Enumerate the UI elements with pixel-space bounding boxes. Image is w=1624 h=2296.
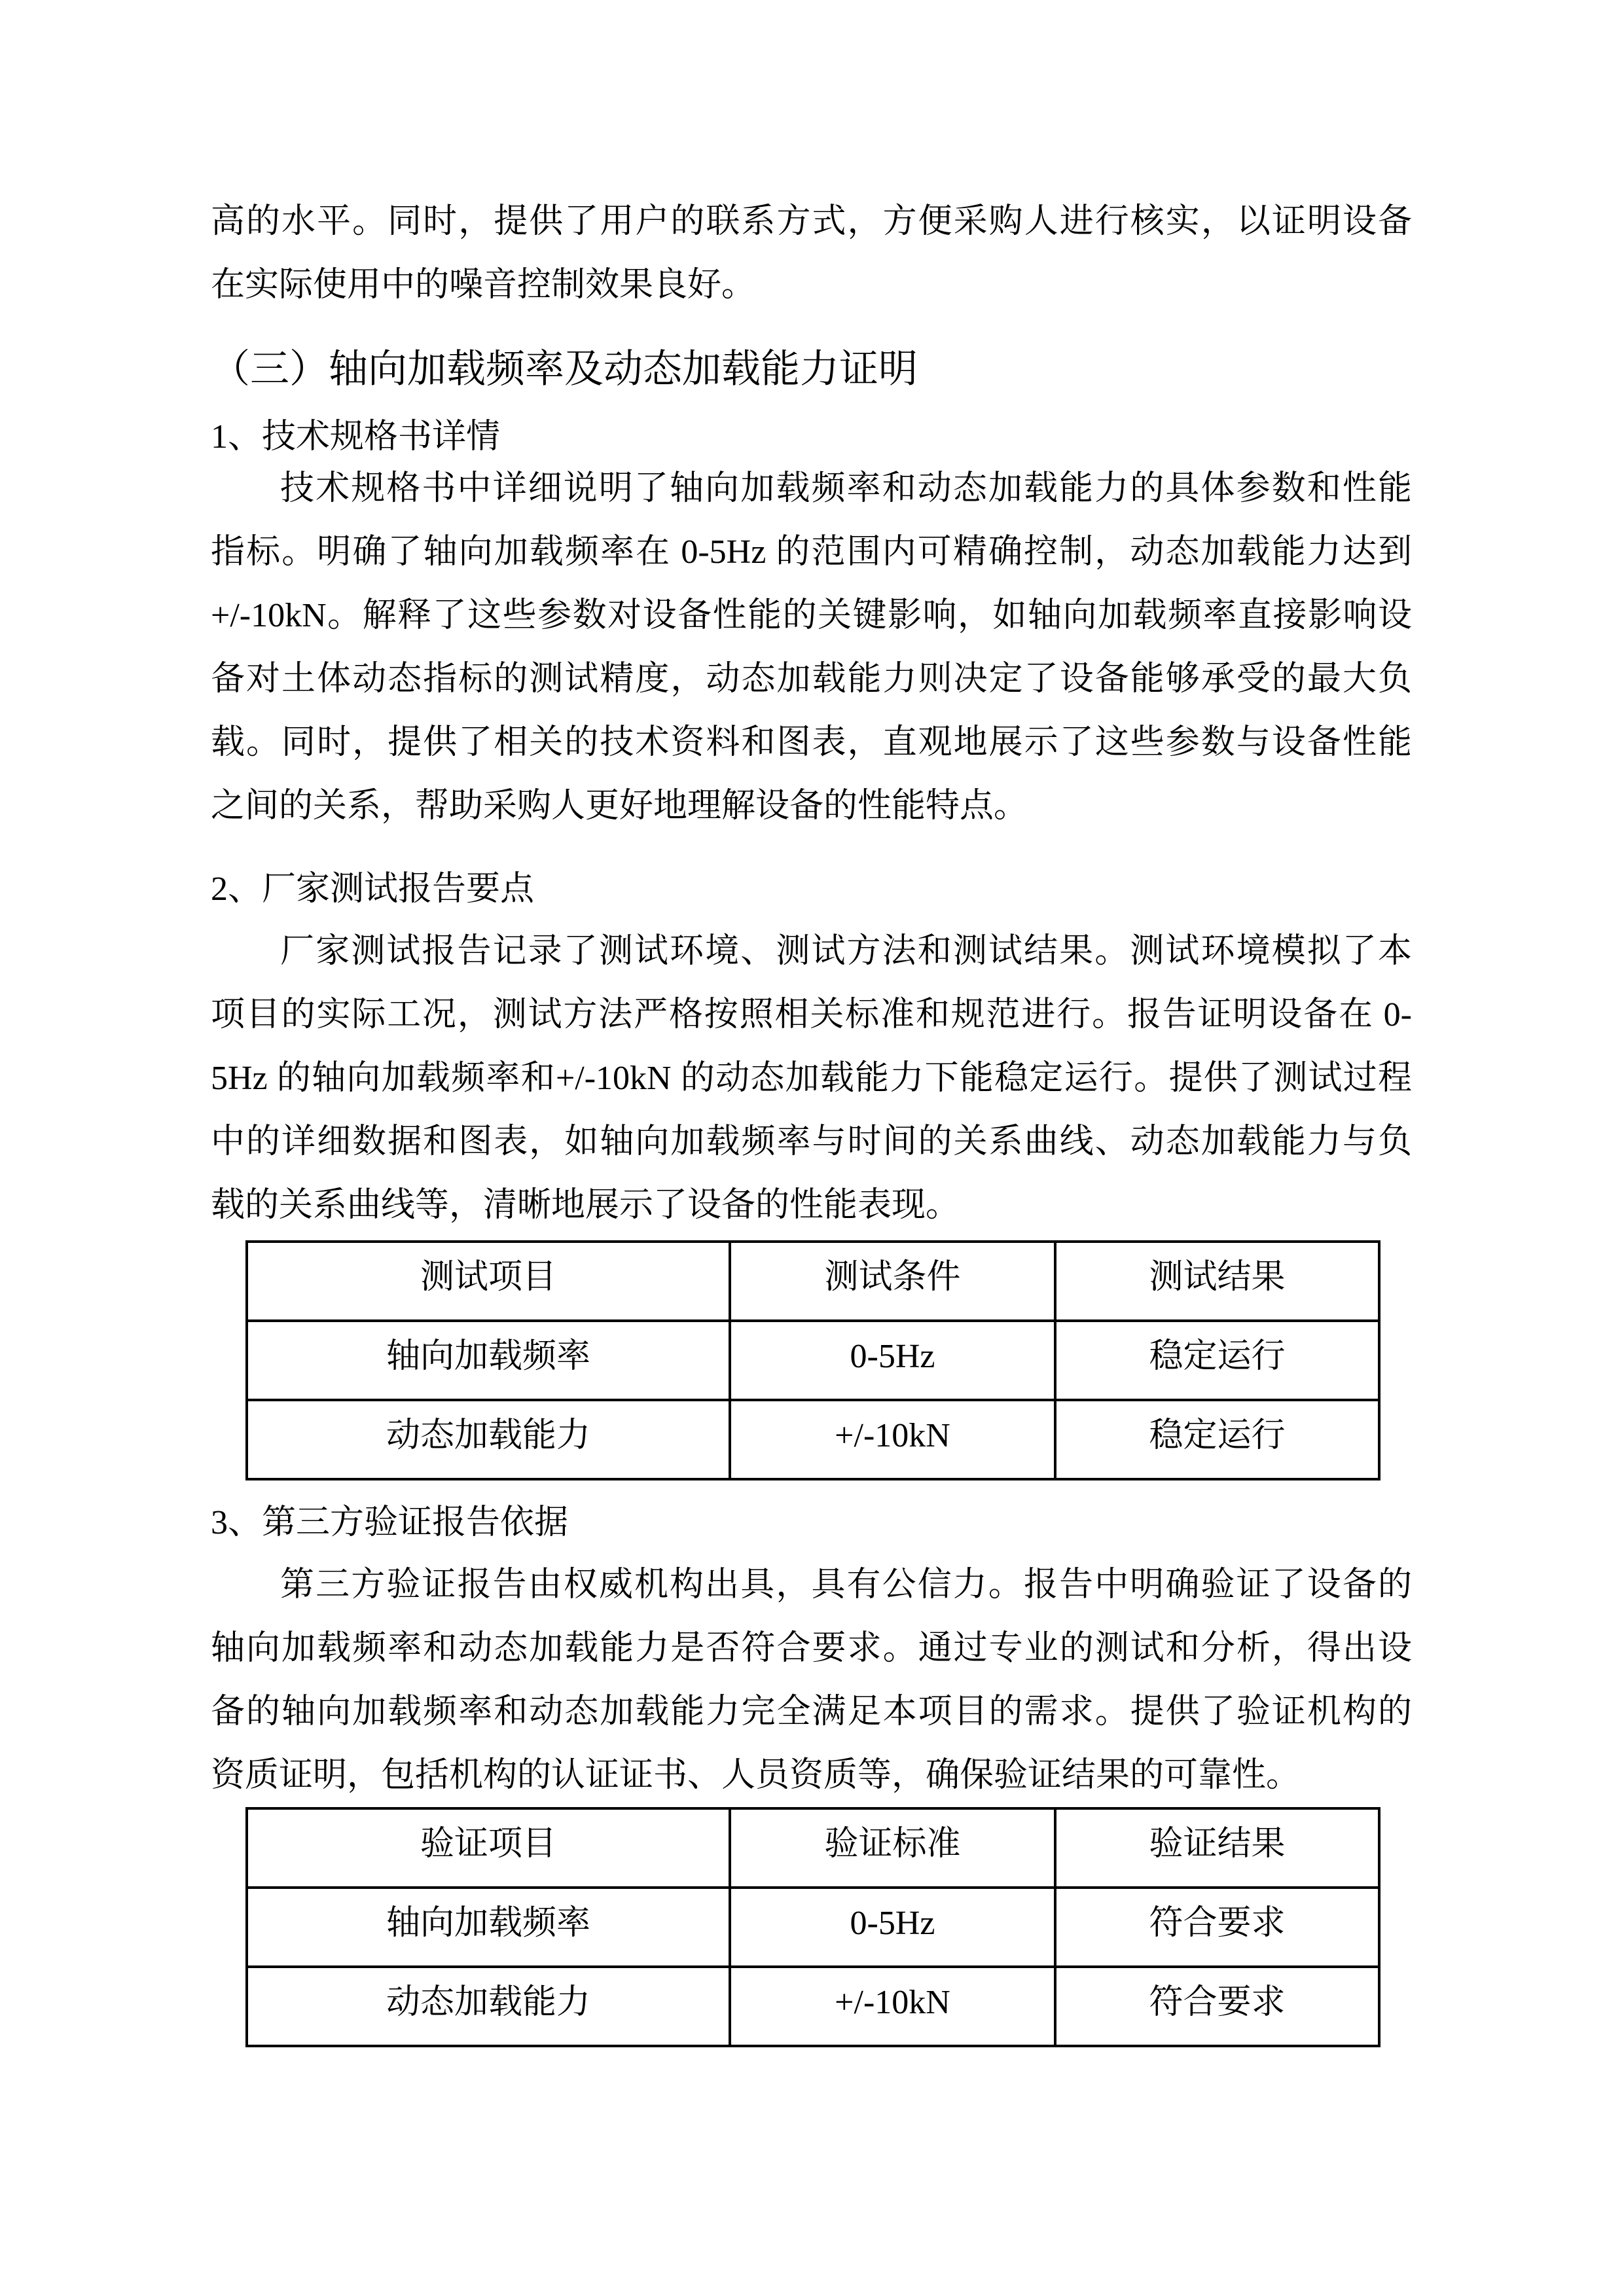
table-header-row <box>247 1242 1379 1321</box>
paragraph-line: 第三方验证报告由权威机构出具，具有公信力。报告中明确验证了设备的 <box>280 1566 1412 1604</box>
paragraph-line: 资质证明，包括机构的认证证书、人员资质等，确保验证结果的可靠性。 <box>211 1757 1301 1794</box>
test-report-table <box>245 1240 1380 1480</box>
table-cell: 轴向加载频率 <box>247 1321 730 1400</box>
table-cell: 稳定运行 <box>1055 1321 1379 1400</box>
paragraph-line: 载的关系曲线等，清晰地展示了设备的性能表现。 <box>211 1187 960 1224</box>
paragraph-line: 载。同时，提供了相关的技术资料和图表，直观地展示了这些参数与设备性能 <box>211 724 1412 761</box>
paragraph-line: +/-10kN。解释了这些参数对设备性能的关键影响，如轴向加载频率直接影响设 <box>211 597 1412 634</box>
paragraph-line: 项目的实际工况，测试方法严格按照相关标准和规范进行。报告证明设备在 0- <box>211 996 1412 1033</box>
paragraph-line: 轴向加载频率和动态加载能力是否符合要求。通过专业的测试和分析，得出设 <box>211 1630 1412 1667</box>
table-cell: 0-5Hz <box>730 1888 1055 1967</box>
paragraph-line: 5Hz 的轴向加载频率和+/-10kN 的动态加载能力下能稳定运行。提供了测试过程 <box>211 1060 1412 1097</box>
table-row <box>247 1888 1379 1967</box>
table-header-cell: 验证结果 <box>1055 1808 1379 1888</box>
paragraph-line: 备对土体动态指标的测试精度，动态加载能力则决定了设备能够承受的最大负 <box>211 660 1412 698</box>
table-cell: 轴向加载频率 <box>247 1888 730 1967</box>
paragraph-line: 厂家测试报告记录了测试环境、测试方法和测试结果。测试环境模拟了本 <box>280 933 1412 970</box>
table-cell: 0-5Hz <box>730 1321 1055 1400</box>
paragraph-line: 中的详细数据和图表，如轴向加载频率与时间的关系曲线、动态加载能力与负 <box>211 1123 1412 1160</box>
table-header-cell: 验证标准 <box>730 1808 1055 1888</box>
table-cell: +/-10kN <box>730 1967 1055 2046</box>
paragraph-line: 之间的关系，帮助采购人更好地理解设备的性能特点。 <box>211 787 1028 825</box>
table-header-row <box>247 1808 1379 1888</box>
paragraph-line: 指标。明确了轴向加载频率在 0-5Hz 的范围内可精确控制，动态加载能力达到 <box>211 533 1412 571</box>
table-cell: 稳定运行 <box>1055 1400 1379 1479</box>
table-header-cell: 测试结果 <box>1055 1242 1379 1321</box>
paragraph-line: 高的水平。同时，提供了用户的联系方式，方便采购人进行核实，以证明设备 <box>211 203 1412 240</box>
table-row <box>247 1967 1379 2046</box>
table-cell: 符合要求 <box>1055 1967 1379 2046</box>
intro-paragraph <box>211 190 1412 317</box>
subsection-3-paragraph <box>211 1553 1412 1807</box>
subsection-title-2: 2、厂家测试报告要点 <box>211 870 535 908</box>
subsection-2-paragraph <box>211 920 1412 1237</box>
table-header-cell: 测试条件 <box>730 1242 1055 1321</box>
table-cell: 动态加载能力 <box>247 1967 730 2046</box>
section-heading: （三）轴向加载频率及动态加载能力证明 <box>211 348 918 391</box>
subsection-title-1: 1、技术规格书详情 <box>211 418 501 456</box>
document-content <box>211 190 1412 2047</box>
table-header-cell: 测试项目 <box>247 1242 730 1321</box>
paragraph-line: 在实际使用中的噪音控制效果良好。 <box>211 266 756 304</box>
paragraph-line: 备的轴向加载频率和动态加载能力完全满足本项目的需求。提供了验证机构的 <box>211 1693 1412 1731</box>
table-row <box>247 1321 1379 1400</box>
paragraph-line: 技术规格书中详细说明了轴向加载频率和动态加载能力的具体参数和性能 <box>280 470 1412 507</box>
table-cell: +/-10kN <box>730 1400 1055 1479</box>
subsection-title-3: 3、第三方验证报告依据 <box>211 1504 569 1541</box>
subsection-1-paragraph <box>211 457 1412 838</box>
verification-table <box>245 1807 1380 2047</box>
table-cell: 动态加载能力 <box>247 1400 730 1479</box>
table-row <box>247 1400 1379 1479</box>
table-cell: 符合要求 <box>1055 1888 1379 1967</box>
table-header-cell: 验证项目 <box>247 1808 730 1888</box>
